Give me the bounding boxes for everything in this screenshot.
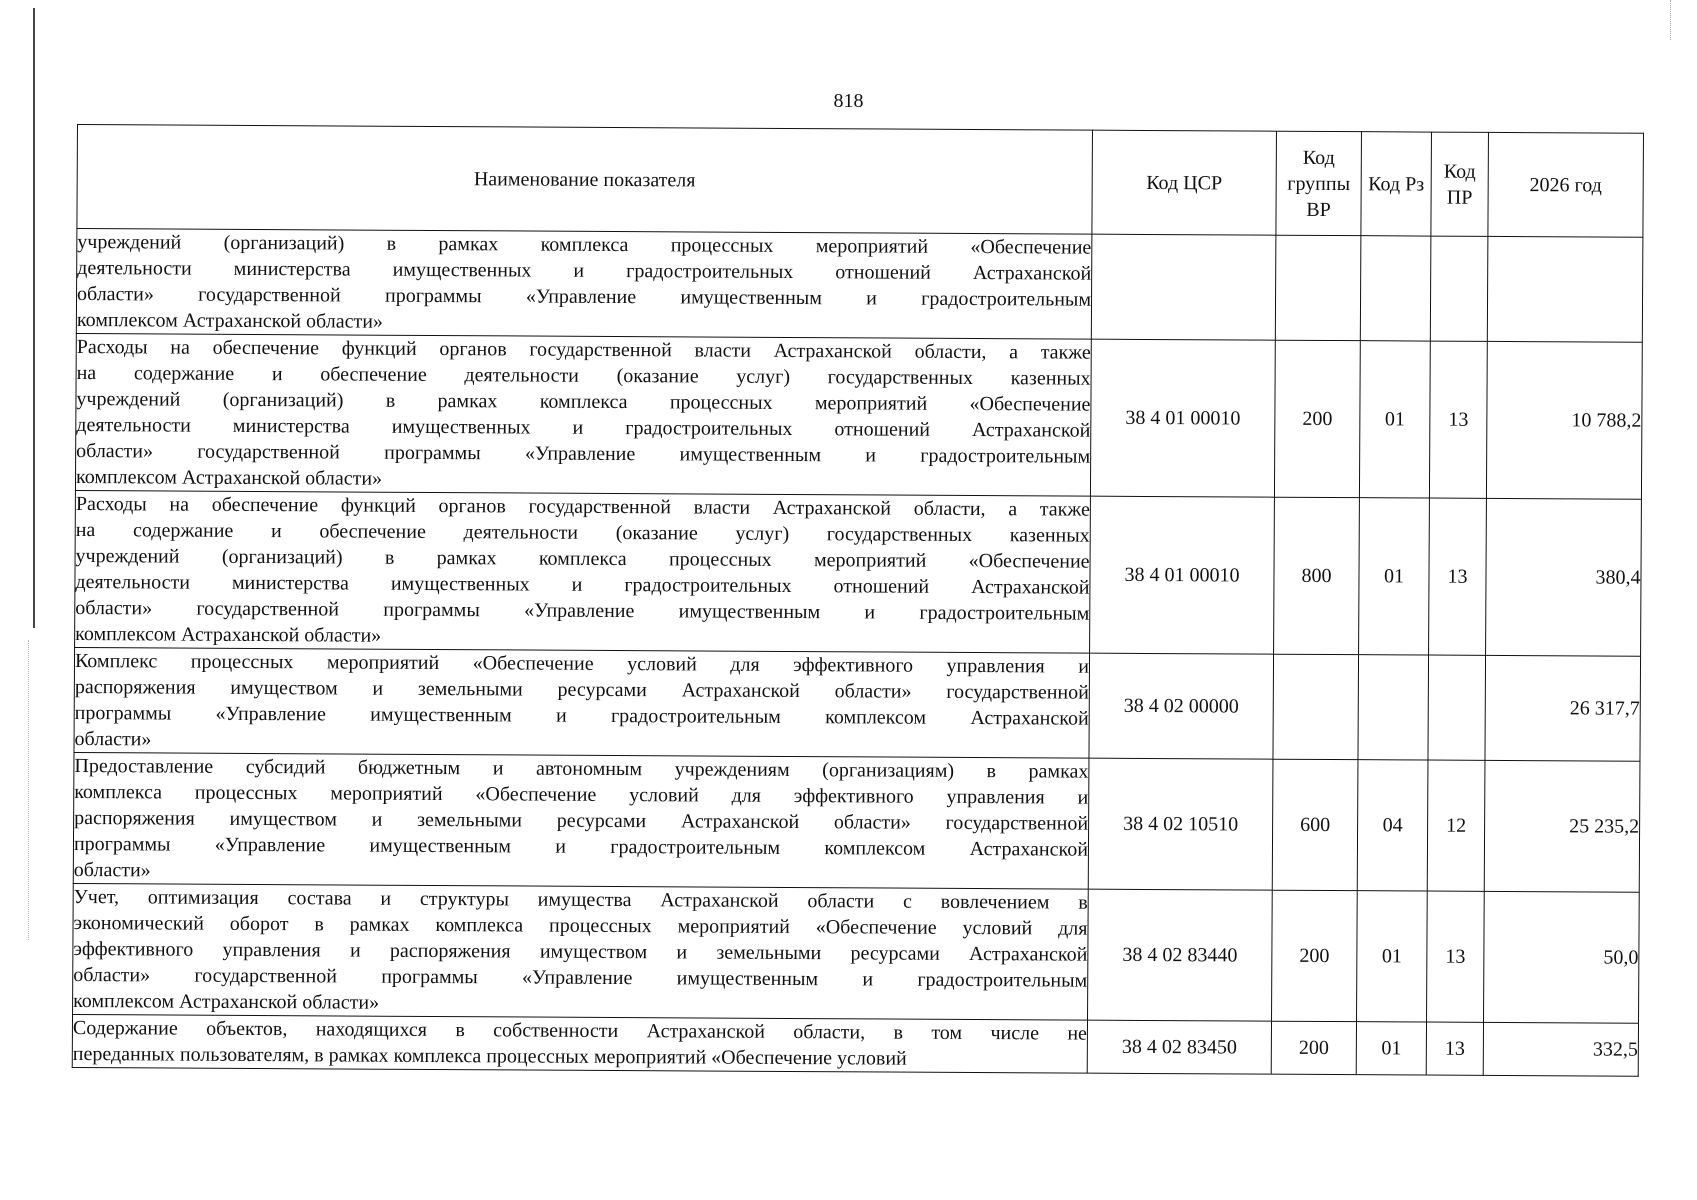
amount-2026-cell: 25 235,2 [1484, 760, 1640, 892]
indicator-name-line: области» государственной программы «Управление имущественным и градостроительным [73, 963, 1088, 992]
vr-code-cell [1273, 654, 1359, 759]
indicator-name-line: Комплекс процессных мероприятий «Обеспечение условий для эффективного управления и [74, 649, 1090, 678]
indicator-name-line: учреждений (организаций) в рамках комплекса процессных мероприятий «Обеспечение [76, 388, 1091, 416]
table-body [72, 229, 1643, 1077]
indicator-name-line: комплексом Астраханской области» [75, 622, 382, 647]
indicator-name-line: распоряжения имуществом и земельными ресурсами Астраханской области» государственной [74, 675, 1089, 704]
indicator-name-line: области» государственной программы «Управление имущественным и градостроительным [75, 596, 1090, 625]
header-year: 2026 год [1488, 132, 1644, 237]
indicator-name-cell [73, 752, 1089, 889]
scan-corner-mark [1670, 0, 1672, 40]
header-vr: Код группы ВР [1276, 131, 1362, 235]
vr-code-cell: 200 [1272, 890, 1358, 1021]
indicator-name-line: распоряжения имуществом и земельными ресурсами Астраханской области» государственной [74, 806, 1089, 835]
amount-2026-cell: 10 788,2 [1486, 341, 1642, 499]
rz-code-cell: 01 [1359, 498, 1430, 655]
vr-code-cell: 800 [1274, 497, 1360, 654]
rz-code-cell: 01 [1357, 891, 1428, 1022]
rz-code-cell [1360, 236, 1431, 341]
indicator-name-line: области» государственной программы «Управление имущественным и градостроительным [76, 440, 1091, 468]
amount-2026-cell: 50,0 [1484, 891, 1640, 1023]
indicator-name-line: Учет, оптимизация состава и структуры имущества Астраханской области с вовлечением в [73, 885, 1088, 914]
budget-table [72, 124, 1644, 1077]
header-csr: Код ЦСР [1092, 130, 1277, 235]
indicator-name-cell [76, 229, 1092, 340]
csr-code-cell: 38 4 02 83450 [1087, 1020, 1271, 1074]
table-row [75, 333, 1642, 499]
indicator-name-line: Расходы на обеспечение функций органов государственной власти Астраханской области, а также [75, 492, 1090, 521]
vr-code-cell [1275, 235, 1361, 340]
indicator-name-line: области» государственной программы «Управление имущественным и градостроительным [76, 283, 1092, 311]
indicator-name-line: комплексом Астраханской области» [75, 466, 383, 490]
amount-2026-cell: 26 317,7 [1485, 655, 1641, 761]
table-header-row [77, 125, 1644, 238]
pr-code-cell: 13 [1427, 891, 1485, 1022]
table-row [73, 883, 1640, 1023]
pr-code-cell [1430, 236, 1488, 341]
indicator-name-line: области» [73, 858, 151, 882]
pr-code-cell [1428, 655, 1486, 760]
pr-code-cell: 13 [1426, 1022, 1483, 1075]
indicator-name-line: экономический оборот в рамках комплекса процессных мероприятий «Обеспечение условий для [73, 911, 1088, 940]
header-name: Наименование показателя [77, 125, 1093, 235]
table-row [72, 1014, 1638, 1076]
page-number: 818 [833, 90, 864, 112]
table-row [76, 229, 1643, 343]
vr-code-cell: 600 [1272, 759, 1358, 890]
csr-code-cell: 38 4 02 00000 [1089, 653, 1274, 759]
indicator-name-line: Содержание объектов, находящихся в собственности Астраханской области, в том числе не [72, 1016, 1087, 1045]
indicator-name-line: области» [74, 727, 152, 751]
indicator-name-line: эффективного управления и распоряжения имуществом и земельными ресурсами Астраханской [73, 937, 1088, 966]
rz-code-cell: 01 [1359, 341, 1430, 498]
indicator-name-line: Расходы на обеспечение функций органов государственной власти Астраханской области, а также [76, 336, 1091, 364]
indicator-name-line: учреждений (организаций) в рамках комплекса процессных мероприятий «Обеспечение [77, 231, 1092, 259]
indicator-name-cell [75, 333, 1091, 496]
indicator-name-line: комплекса процессных мероприятий «Обеспечение условий для эффективного управления и [74, 780, 1089, 809]
csr-code-cell: 38 4 02 83440 [1088, 889, 1273, 1021]
indicator-name-line: Предоставление субсидий бюджетным и автономным учреждениям (организациям) в рамках [74, 754, 1089, 783]
csr-code-cell: 38 4 01 00010 [1090, 496, 1275, 654]
indicator-name-cell [72, 1014, 1087, 1073]
table-row [75, 490, 1642, 656]
csr-code-cell: 38 4 01 00010 [1090, 339, 1275, 497]
indicator-name-line: программы «Управление имущественным и градостроительным комплексом Астраханской [73, 832, 1089, 861]
indicator-name-line: деятельности министерства имущественных и градостроительных отношений Астраханской [75, 570, 1090, 599]
indicator-name-cell [73, 883, 1089, 1020]
indicator-name-cell [74, 647, 1090, 758]
vr-code-cell: 200 [1271, 1021, 1356, 1074]
indicator-name-line: на содержание и обеспечение деятельности (оказание услуг) государственных казенных [75, 518, 1090, 547]
indicator-name-line: программы «Управление имущественным и градостроительным комплексом Астраханской [74, 701, 1089, 730]
indicator-name-line: учреждений (организаций) в рамках комплекса процессных мероприятий «Обеспечение [75, 544, 1090, 573]
rz-code-cell [1358, 655, 1429, 760]
indicator-name-cell [75, 490, 1091, 653]
amount-2026-cell: 332,5 [1483, 1022, 1638, 1076]
scan-margin-dots [28, 640, 30, 940]
table-row [74, 647, 1641, 761]
header-pr: Код ПР [1431, 132, 1489, 236]
csr-code-cell [1091, 234, 1276, 340]
indicator-name-line: переданных пользователям, в рамках комплекса процессных мероприятий «Обеспечение условий [72, 1042, 907, 1070]
vr-code-cell: 200 [1274, 340, 1360, 497]
indicator-name-line: деятельности министерства имущественных и градостроительных отношений Астраханской [76, 414, 1091, 442]
csr-code-cell: 38 4 02 10510 [1088, 758, 1273, 890]
table-row [73, 752, 1640, 892]
indicator-name-line: комплексом Астраханской области» [76, 309, 384, 333]
amount-2026-cell: 380,4 [1486, 498, 1642, 656]
indicator-name-line: на содержание и обеспечение деятельности (оказание услуг) государственных казенных [76, 362, 1091, 390]
rz-code-cell: 04 [1357, 760, 1428, 891]
amount-2026-cell [1487, 236, 1643, 342]
rz-code-cell: 01 [1356, 1022, 1426, 1075]
indicator-name-line: комплексом Астраханской области» [73, 989, 380, 1014]
pr-code-cell: 12 [1427, 760, 1485, 891]
header-rz: Код Рз [1361, 132, 1432, 236]
indicator-name-line: деятельности министерства имущественных и градостроительных отношений Астраханской [77, 257, 1092, 285]
pr-code-cell: 13 [1429, 498, 1487, 655]
pr-code-cell: 13 [1429, 341, 1487, 498]
